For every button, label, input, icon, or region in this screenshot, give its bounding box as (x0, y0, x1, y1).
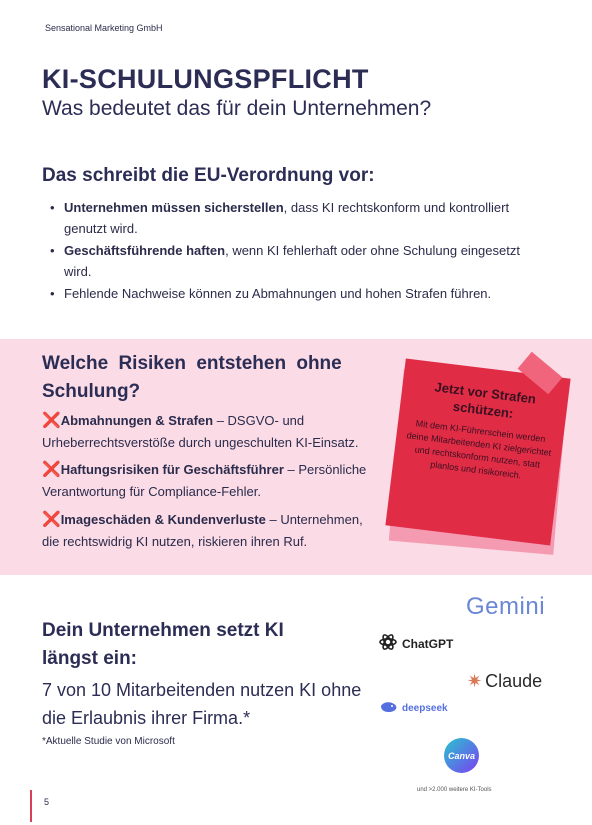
deepseek-logo: deepseek (380, 700, 448, 717)
canva-logo: Canva (444, 738, 479, 773)
risk-item: ❌Abmahnungen & Strafen – DSGVO- und Urheberrechtsverstöße durch ungeschulten KI-Einsatz. (42, 412, 359, 450)
sticky-note-text: Mit dem KI-Führerschein werden deine Mitarbeitenden KI zielgerichtet und rechtskonform nutzen, statt planlos und risikoreich. (406, 418, 552, 481)
cross-mark-icon: ❌ (42, 511, 61, 528)
cross-mark-icon: ❌ (42, 412, 61, 429)
risk-item: ❌Haftungsrisiken für Geschäftsführer – Persönliche Verantwortung für Compliance-Fehler. (42, 461, 367, 499)
page-title: KI-SCHULUNGSPFLICHT (42, 64, 369, 94)
claude-star-icon: ✷ (467, 671, 483, 691)
risk-item: ❌Imageschäden & Kundenverluste – Unternehmen, die rechtswidrig KI nutzen, riskieren ihren Ruf. (42, 511, 363, 549)
page-subtitle: Was bedeutet das für dein Unternehmen? (42, 97, 432, 120)
gemini-logo: Gemini (466, 593, 546, 620)
openai-icon (378, 632, 398, 655)
list-item: • Fehlende Nachweise können zu Abmahnungen und hohen Strafen führen. (50, 283, 550, 304)
sticky-note-title: Jetzt vor Strafen schützen: (433, 379, 537, 421)
chatgpt-logo: ChatGPT (378, 632, 453, 655)
page-number-divider (30, 790, 32, 822)
more-tools-caption: und >2.000 weitere KI-Tools (417, 787, 492, 793)
ki-footnote: *Aktuelle Studie von Microsoft (42, 736, 175, 747)
ki-statistic: 7 von 10 Mitarbeitenden nutzen KI ohne die Erlaubnis ihrer Firma.* (42, 680, 362, 728)
list-item: • Unternehmen müssen sicherstellen, dass KI rechtskonform und kontrolliert genutzt wird. (50, 197, 550, 239)
list-item: • Geschäftsführende haften, wenn KI fehlerhaft oder ohne Schulung eingesetzt wird. (50, 240, 550, 282)
ki-section-heading: Dein Unternehmen setzt KI längst ein: (42, 620, 284, 669)
risk-section-heading: Welche Risiken entstehen ohne Schulung? (42, 353, 342, 402)
eu-requirements-list (50, 197, 550, 305)
page-number: 5 (44, 797, 50, 807)
company-name: Sensational Marketing GmbH (45, 23, 163, 33)
eu-section-heading: Das schreibt die EU-Verordnung vor: (42, 165, 375, 186)
claude-logo: ✷ Claude (467, 671, 543, 691)
cross-mark-icon: ❌ (42, 461, 61, 478)
whale-icon (380, 700, 398, 717)
